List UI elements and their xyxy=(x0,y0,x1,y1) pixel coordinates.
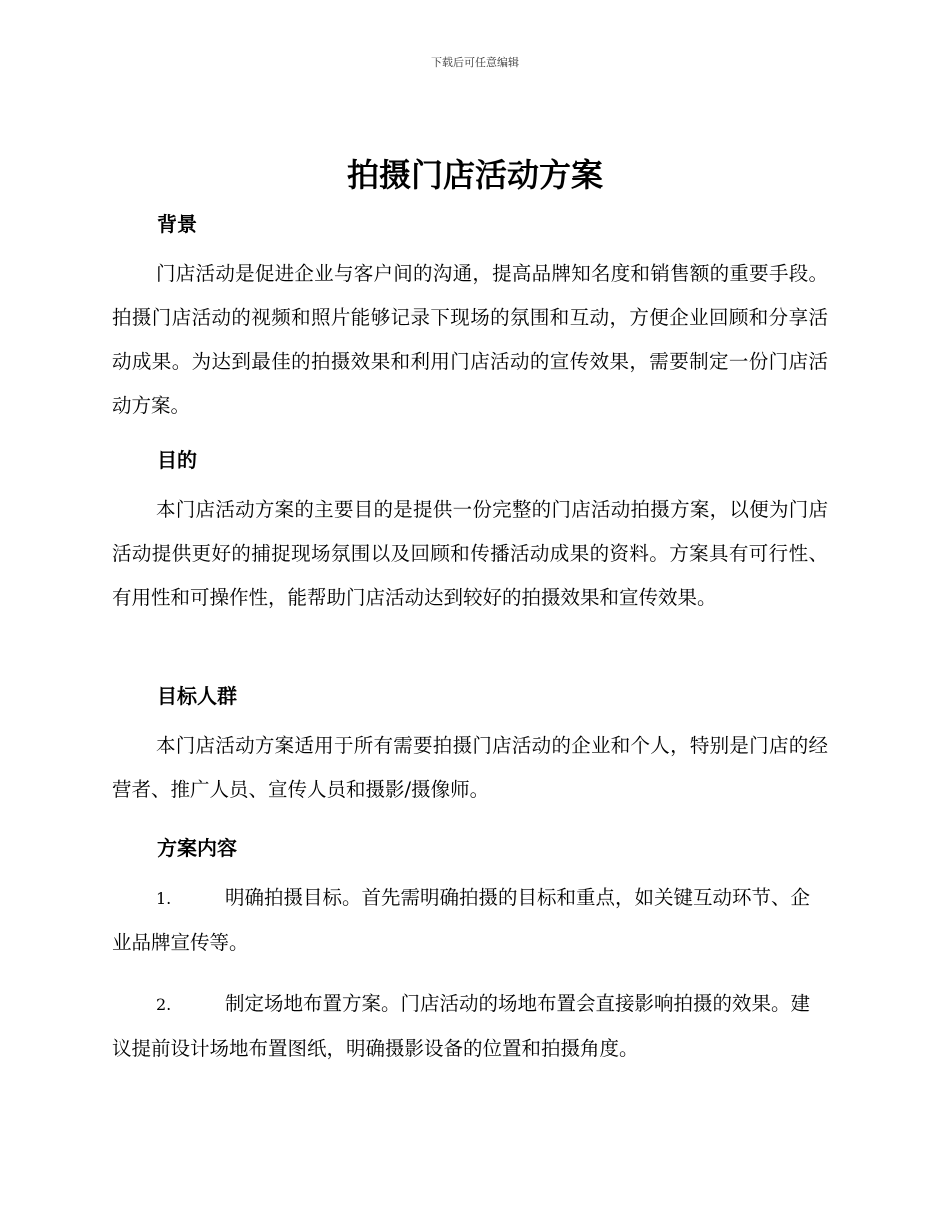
document-title: 拍摄门店活动方案 xyxy=(346,156,603,194)
list-item-text: 制定场地布置方案。门店活动的场地布置会直接影响拍摄的效果。建议提前设计场地布置图纸，明确摄影设备的位置和拍摄角度。 xyxy=(112,992,811,1060)
section-heading-content: 方案内容 xyxy=(157,836,237,860)
list-item-number: 1. xyxy=(156,889,172,908)
section-heading-background: 背景 xyxy=(157,212,197,236)
section-heading-audience: 目标人群 xyxy=(157,684,237,708)
paragraph-purpose: 本门店活动方案的主要目的是提供一份完整的门店活动拍摄方案，以便为门店活动提供更好的捕捉现场氛围以及回顾和传播活动成果的资料。方案具有可行性、有用性和可操作性，能帮助门店活动达到较好的拍摄效果和宣传效果。 xyxy=(112,498,828,609)
list-item xyxy=(112,876,828,965)
header-note: 下载后可任意编辑 xyxy=(431,56,519,69)
list-item xyxy=(112,982,828,1071)
section-heading-purpose: 目的 xyxy=(157,448,197,472)
paragraph-audience: 本门店活动方案适用于所有需要拍摄门店活动的企业和个人，特别是门店的经营者、推广人员、宣传人员和摄影/摄像师。 xyxy=(112,734,828,801)
list-item-number: 2. xyxy=(156,995,172,1014)
list-item-text: 明确拍摄目标。首先需明确拍摄的目标和重点，如关键互动环节、企业品牌宣传等。 xyxy=(112,886,811,954)
paragraph-background: 门店活动是促进企业与客户间的沟通，提高品牌知名度和销售额的重要手段。拍摄门店活动的视频和照片能够记录下现场的氛围和互动，方便企业回顾和分享活动成果。为达到最佳的拍摄效果和利用门店活动的宣传效果，需要制定一份门店活动方案。 xyxy=(112,262,828,417)
